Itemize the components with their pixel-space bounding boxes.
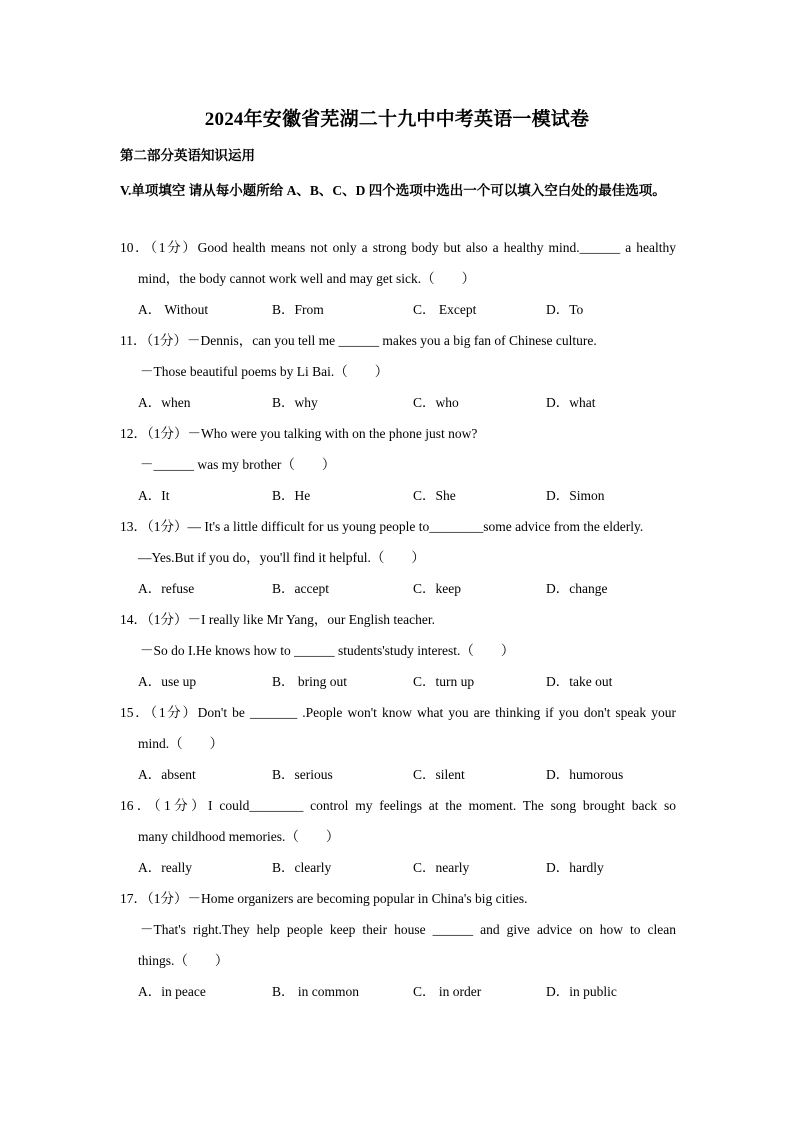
question-stem-line: many childhood memories.（ ） — [138, 829, 340, 844]
question-11 — [120, 325, 676, 418]
question-12 — [120, 418, 676, 511]
option-d: D．To — [546, 302, 584, 317]
question-stem-line: 17．（1分）－Home organizers are becoming popular in China's big cities. — [120, 891, 528, 906]
option-d: D．hardly — [546, 860, 604, 875]
option-b: B．why — [272, 395, 318, 410]
section-instruction: V.单项填空 请从每小题所给 A、B、C、D 四个选项中选出一个可以填入空白处的最佳选项。 — [120, 183, 666, 198]
option-a: A．refuse — [138, 581, 195, 596]
option-d: D．humorous — [546, 767, 624, 782]
question-stem-line: －So do I.He knows how to ______ students'study interest.（ ） — [140, 643, 515, 658]
option-b: B．From — [272, 302, 324, 317]
option-c: C． in order — [413, 984, 482, 999]
option-d: D．Simon — [546, 488, 605, 503]
option-a: A． Without — [138, 302, 209, 317]
question-stem-line: things.（ ） — [138, 953, 229, 968]
question-stem-line: 14．（1分）－I really like Mr Yang，our English teacher. — [120, 612, 435, 627]
question-stem-line: —Yes.But if you do，you'll find it helpful.（ ） — [138, 550, 425, 565]
option-row — [120, 852, 676, 883]
question-stem-line: －Those beautiful poems by Li Bai.（ ） — [140, 364, 389, 379]
option-d: D．take out — [546, 674, 613, 689]
question-stem-line: 12．（1分）－Who were you talking with on the phone just now? — [120, 426, 478, 441]
option-d: D．change — [546, 581, 608, 596]
question-list — [120, 232, 676, 1007]
question-stem-line: mind，the body cannot work well and may get sick.（ ） — [138, 271, 476, 286]
option-d: D．what — [546, 395, 596, 410]
option-c: C．keep — [413, 581, 461, 596]
question-stem-line: mind.（ ） — [138, 736, 224, 751]
option-row — [120, 759, 676, 790]
option-a: A．in peace — [138, 984, 206, 999]
question-14 — [120, 604, 676, 697]
option-b: B． bring out — [272, 674, 348, 689]
option-b: B．clearly — [272, 860, 332, 875]
question-17 — [120, 883, 676, 1007]
option-row — [120, 480, 676, 511]
page-title: 2024年安徽省芜湖二十九中中考英语一模试卷 — [204, 109, 590, 130]
option-a: A．use up — [138, 674, 197, 689]
question-stem-line: 11．（1分）－Dennis，can you tell me ______ makes you a big fan of Chinese culture. — [120, 333, 597, 348]
option-b: B． in common — [272, 984, 359, 999]
question-stem-line: 13．（1分）— It's a little difficult for us young people to________some advice from the elderly. — [120, 519, 644, 534]
question-stem-line: 16．（1分）I could________ control my feelings at the moment. The song brought back so — [120, 798, 676, 813]
option-a: A．It — [138, 488, 170, 503]
option-b: B．He — [272, 488, 311, 503]
option-row — [120, 573, 676, 604]
option-b: B．accept — [272, 581, 329, 596]
option-c: C． Except — [413, 302, 477, 317]
question-10 — [120, 232, 676, 325]
option-c: C．She — [413, 488, 456, 503]
option-c: C．turn up — [413, 674, 475, 689]
option-row — [120, 294, 676, 325]
question-stem-line: －That's right.They help people keep their house ______ and give advice on how to clean — [140, 922, 676, 937]
question-stem-line: －______ was my brother（ ） — [140, 457, 336, 472]
option-c: C．silent — [413, 767, 465, 782]
question-13 — [120, 511, 676, 604]
option-c: C．who — [413, 395, 459, 410]
question-15 — [120, 697, 676, 790]
option-row — [120, 666, 676, 697]
option-a: A．really — [138, 860, 192, 875]
question-16 — [120, 790, 676, 883]
option-b: B．serious — [272, 767, 333, 782]
option-d: D．in public — [546, 984, 617, 999]
option-c: C．nearly — [413, 860, 470, 875]
question-stem-line: 15．（1分）Don't be _______ .People won't know what you are thinking if you don't speak your — [120, 705, 676, 720]
option-row — [120, 387, 676, 418]
option-a: A．when — [138, 395, 191, 410]
option-row — [120, 976, 676, 1007]
question-stem-line: 10．（1分）Good health means not only a strong body but also a healthy mind.______ a healthy — [120, 240, 676, 255]
option-a: A．absent — [138, 767, 196, 782]
section-heading: 第二部分英语知识运用 — [120, 148, 255, 163]
